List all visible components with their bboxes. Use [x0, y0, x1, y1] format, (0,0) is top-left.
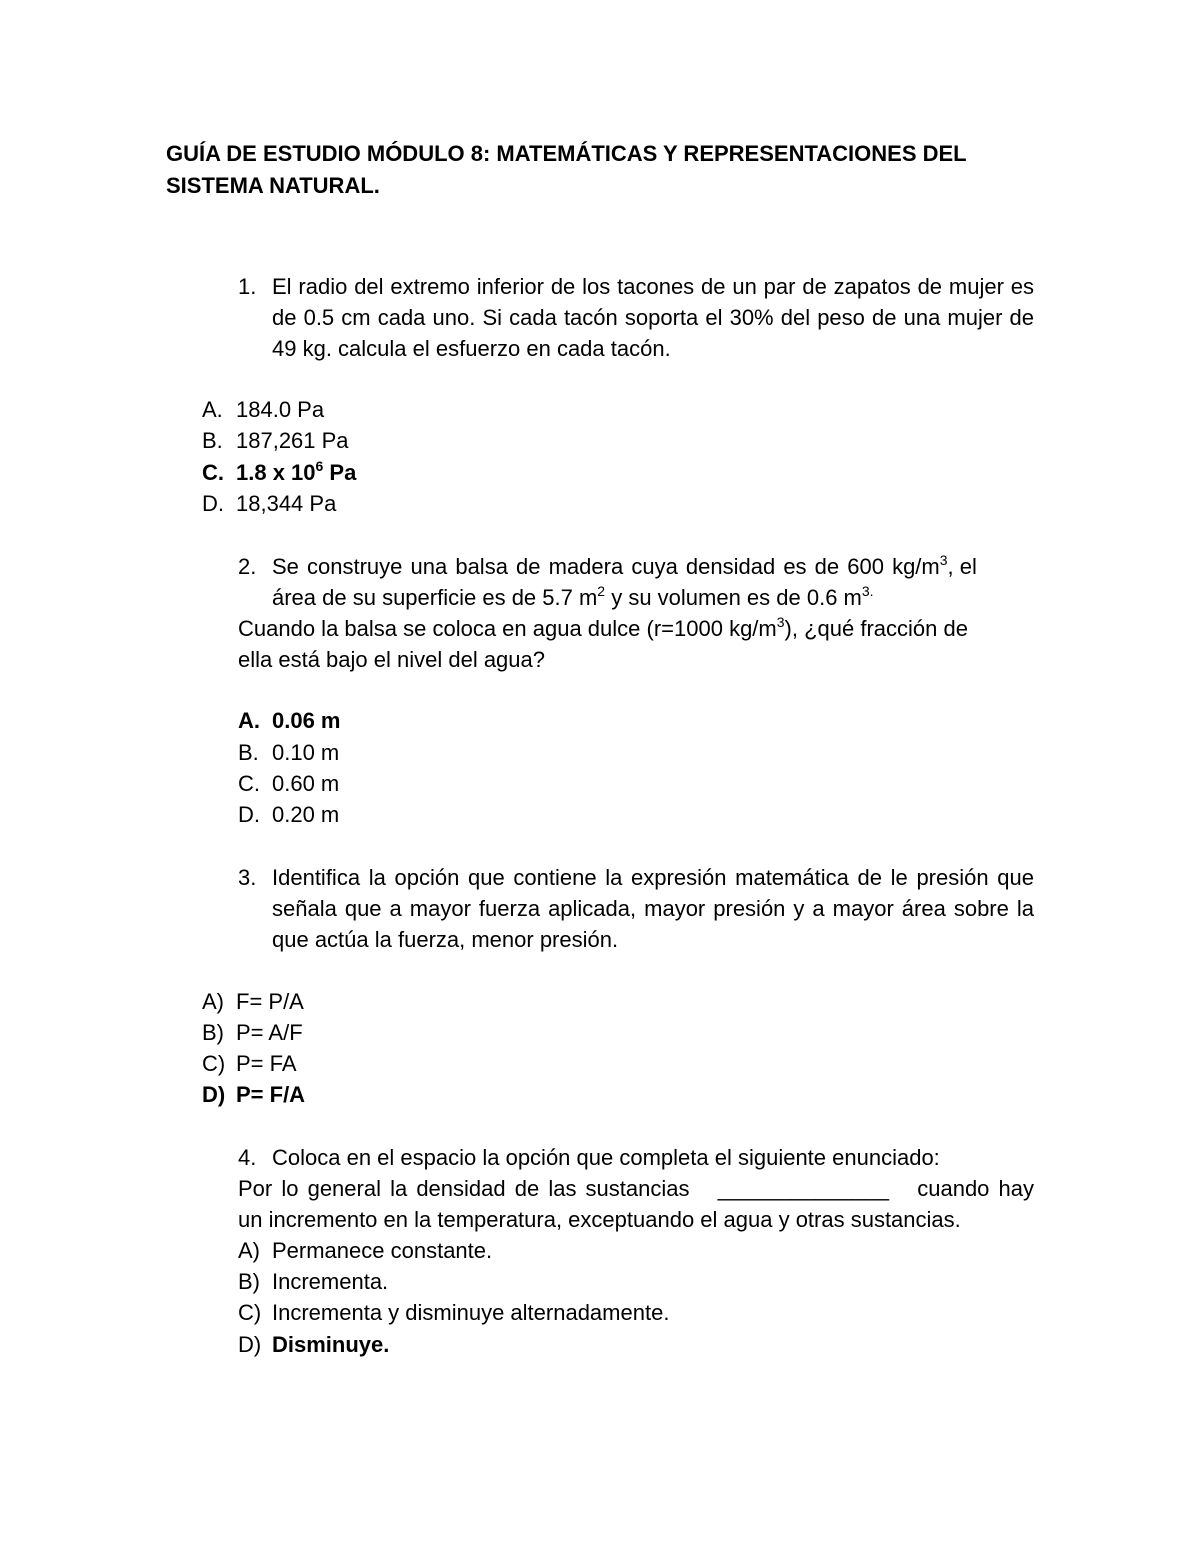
- question-2-text-2a: área de su superficie es de 5.7 m: [272, 585, 598, 610]
- q3-option-a: [202, 986, 304, 1017]
- option-text: 18,344 Pa: [236, 491, 337, 516]
- question-3-text: Identifica la opción que contiene la expresión matemática de le presión que señala que a mayor fuerza aplicada, mayor presión y a mayor área sobre la que actúa la fuerza, menor presión.: [272, 865, 1034, 952]
- question-3: [238, 862, 1034, 955]
- option-text: 184.0 Pa: [236, 397, 325, 422]
- option-label: B.: [202, 428, 223, 453]
- question-4-text-2a: Por lo general la densidad de las sustancias: [238, 1176, 690, 1201]
- q1-option-b: [202, 425, 349, 456]
- q1-option-a: [202, 394, 324, 425]
- question-2-line-4: ella está bajo el nivel del agua?: [238, 647, 546, 672]
- option-label: D): [202, 1082, 226, 1107]
- option-label: C): [238, 1300, 262, 1325]
- question-1-number: 1.: [238, 274, 257, 299]
- question-4-text-1: Coloca en el espacio la opción que completa el siguiente enunciado:: [272, 1145, 940, 1170]
- option-text-correct: Disminuye.: [272, 1332, 390, 1357]
- q2-option-a-correct: [238, 705, 341, 736]
- question-2-text-1a: Se construye una balsa de madera cuya densidad es de 600 kg/m: [272, 554, 940, 579]
- option-superscript: 6: [315, 458, 324, 474]
- question-2-text-2b: y su volumen es de 0.6 m: [605, 585, 862, 610]
- option-label: A): [238, 1238, 260, 1263]
- q4-option-c: [238, 1297, 669, 1328]
- option-label: D): [238, 1332, 262, 1357]
- question-4-line-1: [238, 1142, 940, 1173]
- q4-option-d: [238, 1329, 389, 1360]
- option-text: 187,261 Pa: [236, 428, 349, 453]
- answer-blank: ______________: [717, 1176, 890, 1201]
- question-4-number: 4.: [238, 1145, 257, 1170]
- q3-option-c: [202, 1048, 297, 1079]
- option-text: F= P/A: [236, 989, 304, 1014]
- q3-option-b: [202, 1017, 303, 1048]
- option-text: 1.8 x 10: [236, 460, 316, 485]
- option-text: Permanece constante.: [272, 1238, 493, 1263]
- option-text: 0.10 m: [272, 740, 340, 765]
- option-unit: Pa: [323, 460, 357, 485]
- superscript: 2: [597, 583, 606, 599]
- q4-option-a: [238, 1235, 492, 1266]
- q3-option-d-correct: [202, 1079, 305, 1110]
- option-text: 0.20 m: [272, 802, 340, 827]
- question-4-text-2b: cuando hay: [917, 1176, 1034, 1201]
- question-2-text-3b: ), ¿qué fracción de: [784, 616, 968, 641]
- option-label: C.: [238, 771, 260, 796]
- option-text: P= A/F: [236, 1020, 303, 1045]
- q1-option-d: [202, 488, 336, 519]
- title-line-2: SISTEMA NATURAL.: [166, 173, 380, 198]
- document-title: [166, 138, 1046, 202]
- question-2-line-1: [238, 551, 1034, 582]
- option-label: A.: [238, 708, 260, 733]
- question-2-line-2: [272, 582, 874, 613]
- option-text: P= FA: [236, 1051, 297, 1076]
- option-label: A.: [202, 397, 223, 422]
- option-label: A): [202, 989, 224, 1014]
- question-1-text: El radio del extremo inferior de los tacones de un par de zapatos de mujer es de 0.5 cm cada uno. Si cada tacón soporta el 30% del peso de una mujer de 49 kg. calcula el esfuerzo en cada tacón.: [272, 274, 1034, 361]
- q1-option-c-correct: [202, 457, 356, 488]
- option-label: D.: [238, 802, 260, 827]
- q2-option-c: [238, 768, 339, 799]
- option-text: 0.06 m: [272, 708, 341, 733]
- option-text: Incrementa.: [272, 1269, 389, 1294]
- option-text: P= F/A: [236, 1082, 306, 1107]
- option-label: B): [238, 1269, 260, 1294]
- option-label: D.: [202, 491, 224, 516]
- question-1: [238, 271, 1034, 364]
- question-3-number: 3.: [238, 865, 257, 890]
- question-2-line-3: [238, 613, 968, 644]
- superscript: 3.: [861, 583, 874, 599]
- option-label: B): [202, 1020, 224, 1045]
- question-4-line-3: un incremento en la temperatura, exceptuando el agua y otras sustancias.: [238, 1207, 961, 1232]
- q4-option-b: [238, 1266, 388, 1297]
- option-text: 0.60 m: [272, 771, 340, 796]
- question-2-text-3a: Cuando la balsa se coloca en agua dulce (r=1000 kg/m: [238, 616, 777, 641]
- question-2-text-1b: , el: [947, 554, 977, 579]
- title-line-1: GUÍA DE ESTUDIO MÓDULO 8: MATEMÁTICAS Y REPRESENTACIONES DEL: [166, 141, 967, 166]
- option-label: B.: [238, 740, 259, 765]
- superscript: 3: [939, 552, 948, 568]
- q2-option-b: [238, 737, 339, 768]
- option-label: C): [202, 1051, 226, 1076]
- q2-option-d: [238, 799, 339, 830]
- superscript: 3: [776, 614, 785, 630]
- question-2-number: 2.: [238, 554, 257, 579]
- option-label: C.: [202, 460, 224, 485]
- question-4-line-2: [238, 1173, 1034, 1204]
- option-text: Incrementa y disminuye alternadamente.: [272, 1300, 670, 1325]
